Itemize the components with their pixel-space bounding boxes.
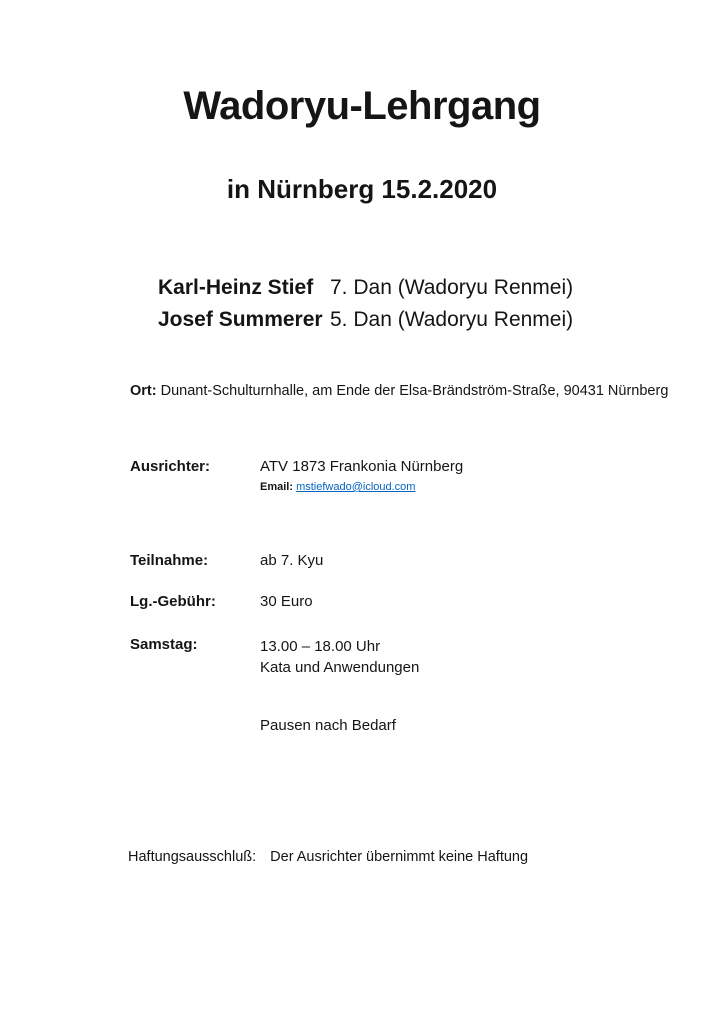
- location-line: [130, 383, 668, 399]
- saturday-time: 13.00 – 18.00 Uhr: [260, 638, 381, 655]
- instructor-list: [158, 272, 573, 336]
- instructor-rank: 5. Dan (Wadoryu Renmei): [330, 308, 574, 331]
- saturday-program: Kata und Anwendungen: [260, 659, 420, 676]
- breaks-note: Pausen nach Bedarf: [260, 717, 396, 734]
- location-text: Dunant-Schulturnhalle, am Ende der Elsa-Brändström-Straße, 90431 Nürnberg: [160, 383, 669, 399]
- event-subtitle: in Nürnberg 15.2.2020: [226, 174, 498, 204]
- participation-label: Teilnahme:: [130, 552, 209, 569]
- instructor-name: Josef Summerer: [158, 308, 323, 331]
- instructor-name: Karl-Heinz Stief: [158, 276, 314, 299]
- organizer-email-line: [260, 481, 415, 493]
- email-link[interactable]: mstiefwado@icloud.com: [296, 481, 416, 493]
- saturday-label: Samstag:: [130, 636, 198, 653]
- event-title: Wadoryu-Lehrgang: [183, 84, 541, 128]
- location-label: Ort:: [130, 383, 157, 399]
- disclaimer-text: Der Ausrichter übernimmt keine Haftung: [270, 849, 529, 865]
- disclaimer-label: Haftungsausschluß:: [128, 849, 257, 865]
- saturday-value: [260, 636, 419, 678]
- organizer-value: ATV 1873 Frankonia Nürnberg: [260, 458, 464, 475]
- fee-label: Lg.-Gebühr:: [130, 593, 216, 610]
- disclaimer-line: [128, 849, 528, 865]
- email-label: Email:: [260, 481, 294, 493]
- fee-value: 30 Euro: [260, 593, 313, 610]
- organizer-label: Ausrichter:: [130, 458, 211, 475]
- participation-value: ab 7. Kyu: [260, 552, 324, 569]
- instructor-rank: 7. Dan (Wadoryu Renmei): [330, 276, 574, 299]
